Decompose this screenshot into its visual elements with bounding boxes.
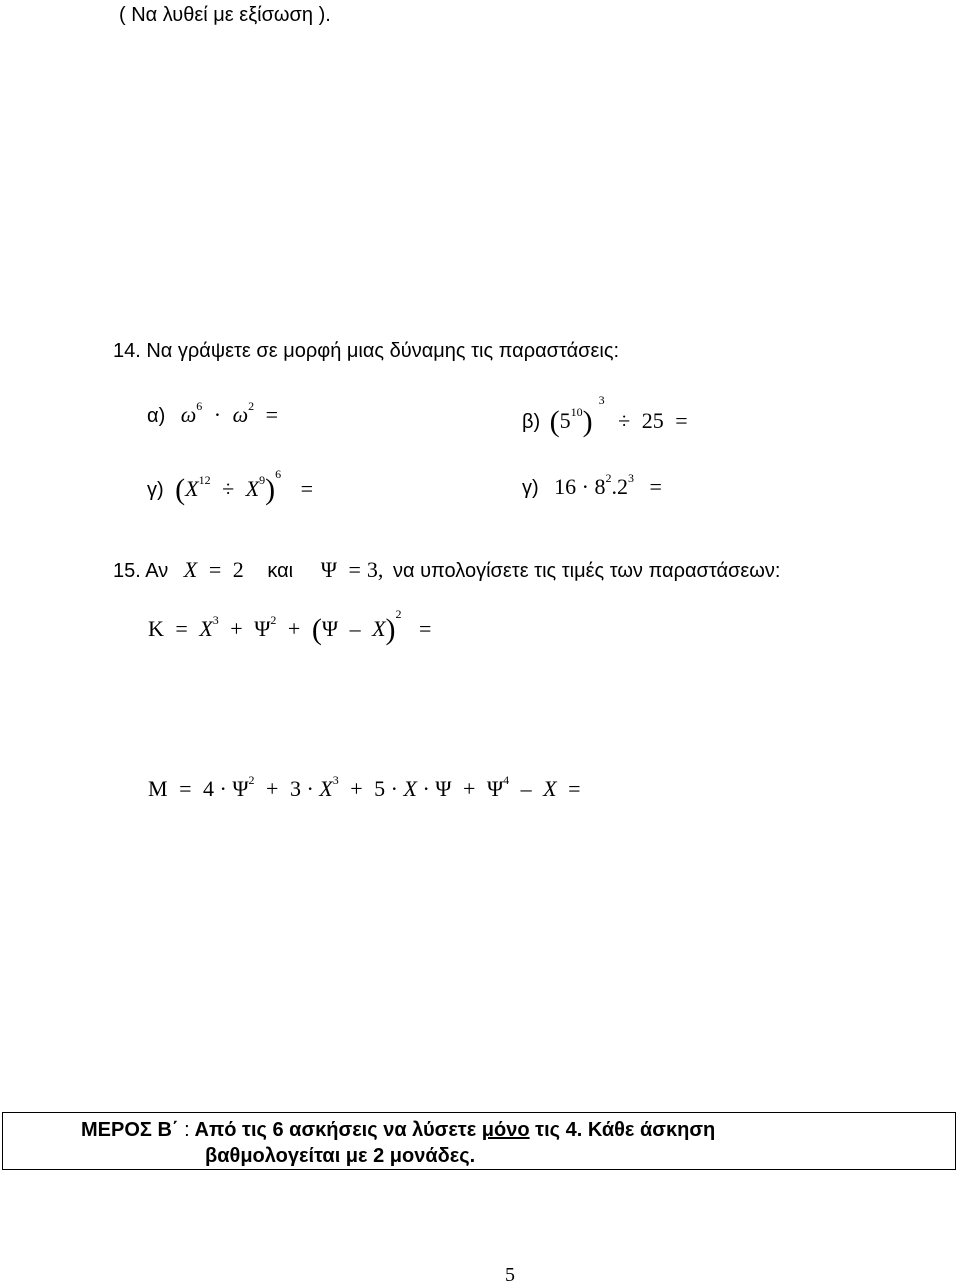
minus-sign: – — [520, 776, 532, 801]
exercise-15-heading — [113, 557, 780, 583]
exponent: 3 — [212, 613, 219, 627]
equals-sign: = — [208, 557, 222, 582]
exponent: 3 — [332, 773, 339, 787]
number: 8 — [594, 474, 606, 499]
right-paren: ) — [265, 473, 276, 506]
equals-sign: = — [419, 616, 432, 641]
exponent: 2 — [395, 607, 402, 621]
minus-sign: – — [349, 616, 361, 641]
coefficient: 5 — [374, 776, 386, 801]
exponent: 3 — [628, 471, 634, 485]
var-x: X — [245, 476, 260, 501]
exponent: 9 — [259, 473, 266, 487]
page-number: 5 — [505, 1264, 515, 1286]
part-b-text-1: Από τις 6 ασκήσεις να λύσετε — [194, 1119, 477, 1141]
left-paren: ( — [175, 473, 186, 506]
var-omega: ω — [180, 402, 197, 427]
var-x: X — [185, 476, 199, 501]
item-label: γ) — [147, 479, 164, 501]
dot-operator: · — [422, 776, 430, 801]
part-b-line-1 — [81, 1119, 715, 1142]
expression-k — [148, 607, 437, 646]
plus-sign: + — [230, 616, 243, 641]
division-sign: ÷ — [618, 408, 631, 433]
plus-sign: + — [287, 616, 301, 641]
part-b-box — [2, 1112, 956, 1170]
right-paren: ) — [385, 613, 396, 646]
var-psi: Ψ — [321, 616, 339, 641]
equals-sign: = — [265, 402, 279, 427]
item-label: β) — [522, 411, 541, 433]
outer-exponent: 3 — [598, 393, 605, 407]
exercise-14a — [147, 399, 284, 428]
and-word: και — [267, 560, 294, 582]
expression-m — [148, 773, 587, 802]
equals-sign: = — [179, 776, 192, 801]
division-sign: ÷ — [222, 476, 235, 501]
psi-value: 3, — [366, 557, 384, 582]
dot-operator: · — [213, 402, 222, 427]
var-psi: Ψ — [232, 776, 249, 801]
exponent: 2 — [248, 773, 255, 787]
number: 16 — [554, 474, 577, 499]
ex15-prefix: 15. Αν — [113, 560, 169, 582]
var-x: X — [319, 776, 333, 801]
exercise-14-heading: 14. Να γράψετε σε μορφή μιας δύναμης τις παραστάσεις: — [113, 340, 620, 362]
dot-operator: · — [306, 776, 314, 801]
dot-operator: · — [390, 776, 398, 801]
var-x: X — [403, 776, 417, 801]
right-paren: ) — [582, 405, 593, 438]
part-b-title: ΜΕΡΟΣ Β΄ — [81, 1119, 179, 1141]
exponent: 2 — [248, 399, 255, 413]
var-omega: ω — [232, 402, 249, 427]
x-value: 2 — [232, 557, 244, 582]
plus-sign: + — [266, 776, 279, 801]
equals-sign: = — [300, 476, 314, 501]
base-number: 5 — [559, 408, 571, 433]
dot-operator: · — [219, 776, 227, 801]
exponent: 2 — [605, 471, 612, 485]
left-paren: ( — [549, 405, 560, 438]
var-x: X — [199, 616, 213, 641]
part-b-line-2: βαθμολογείται με 2 μονάδες. — [205, 1145, 476, 1167]
exponent: 10 — [570, 405, 583, 419]
equals-sign: = — [348, 557, 361, 582]
expr-name: K — [148, 616, 164, 641]
item-label: α) — [147, 405, 166, 427]
exponent: 12 — [198, 473, 211, 487]
part-b-text-2: τις 4. Κάθε άσκηση — [535, 1119, 716, 1141]
exercise-14c — [147, 467, 319, 506]
equals-sign: = — [568, 776, 581, 801]
exercise-14d — [522, 471, 668, 500]
exponent: 4 — [503, 773, 510, 787]
number: 2 — [617, 474, 628, 499]
var-x: X — [372, 616, 386, 641]
exercise-14b — [522, 393, 694, 438]
var-psi: Ψ — [486, 776, 504, 801]
var-x: X — [543, 776, 557, 801]
coefficient: 4 — [202, 776, 214, 801]
plus-sign: + — [463, 776, 476, 801]
coefficient: 3 — [289, 776, 301, 801]
item-label: γ) — [522, 477, 539, 499]
plus-sign: + — [350, 776, 363, 801]
equals-sign: = — [649, 474, 662, 499]
outer-exponent: 6 — [275, 467, 282, 481]
expr-name: M — [148, 776, 168, 801]
separator: . — [611, 474, 617, 499]
part-b-underlined-word: μόνο — [481, 1119, 530, 1141]
exponent: 6 — [196, 399, 203, 413]
colon: : — [184, 1119, 190, 1141]
ex15-suffix: να υπολογίσετε τις τιμές των παραστάσεων: — [392, 560, 781, 582]
var-x: X — [183, 557, 198, 582]
var-psi: Ψ — [254, 616, 271, 641]
left-paren: ( — [311, 613, 322, 646]
var-psi: Ψ — [435, 776, 452, 801]
equals-sign: = — [675, 408, 688, 433]
exponent: 2 — [270, 613, 277, 627]
solve-with-equation-note: ( Να λυθεί με εξίσωση ). — [119, 4, 331, 26]
equals-sign: = — [175, 616, 188, 641]
number: 25 — [641, 408, 664, 433]
var-psi: Ψ — [320, 557, 337, 582]
dot-operator: · — [581, 474, 589, 499]
